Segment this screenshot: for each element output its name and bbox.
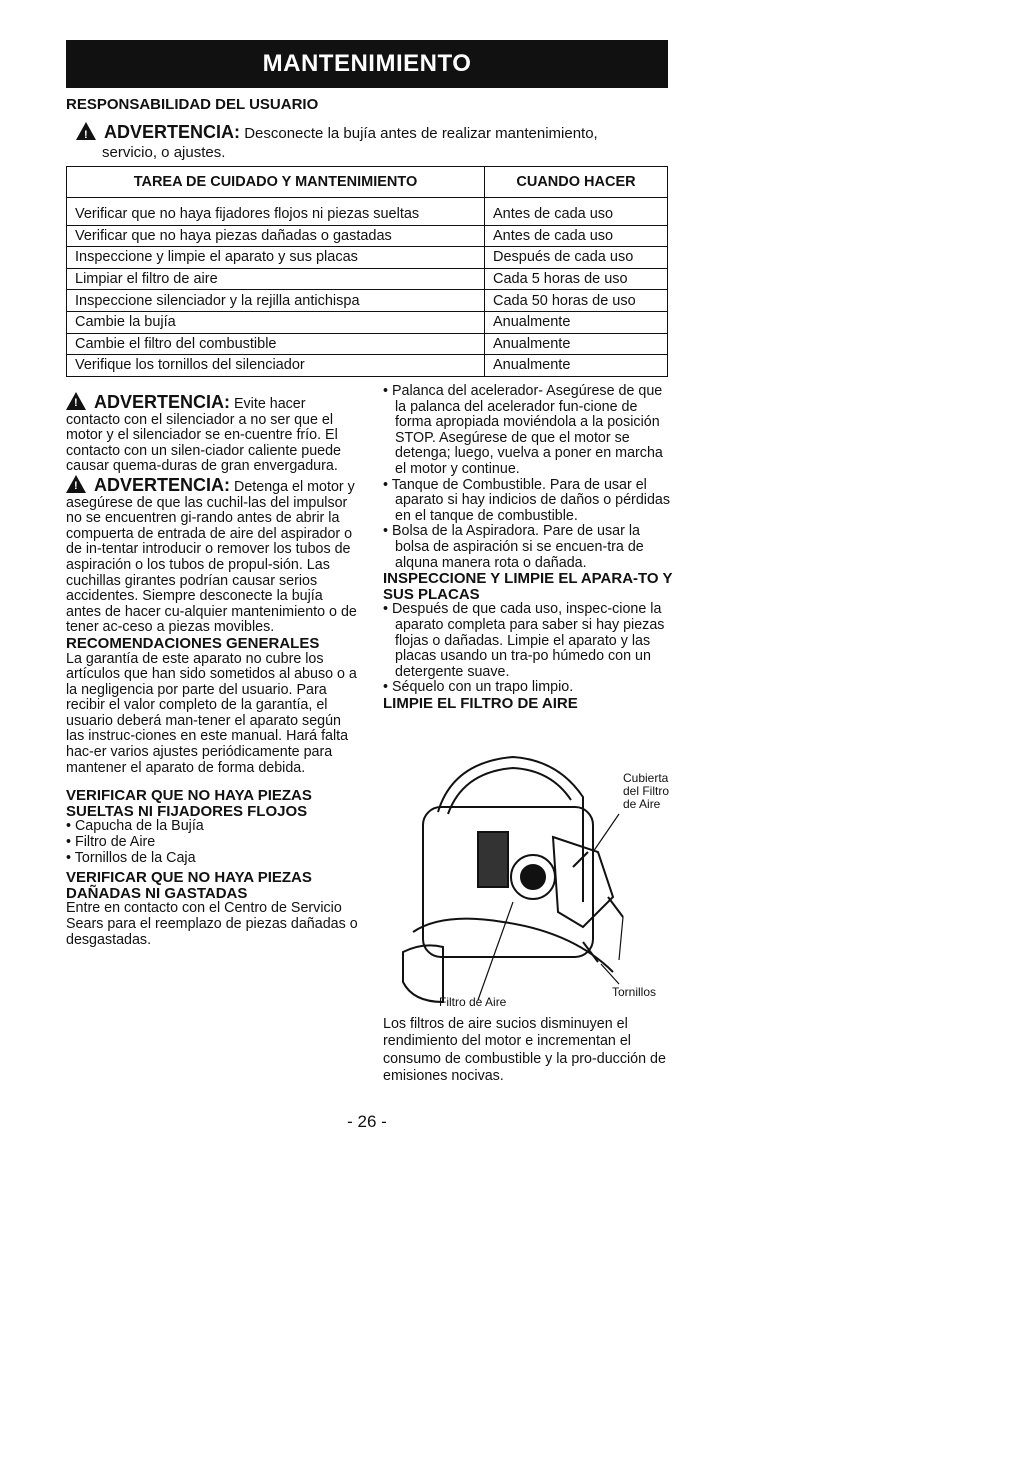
warning-disconnect xyxy=(76,122,676,162)
task-cell: Inspeccione silenciador y la rejilla antichispa xyxy=(67,290,485,312)
warning-text-1: Desconecte la bujía antes de realizar mantenimiento, xyxy=(244,125,598,142)
label-air-filter: Filtro de Aire xyxy=(439,995,507,1009)
table-header-when: CUANDO HACER xyxy=(485,167,668,198)
list-item: • Bolsa de la Aspiradora. Pare de usar la bolsa de aspiración si se encuen-tra de alquna manera rota o dañada. xyxy=(383,524,675,571)
heading-inspect-clean: INSPECCIONE Y LIMPIE EL APARA-TO Y SUS PLACAS xyxy=(383,570,673,603)
task-cell: Verificar que no haya fijadores flojos ni piezas sueltas xyxy=(67,204,485,225)
warning-body: motor y asegúrese de que las cuchil-las del impulsor no se encuentren gi-rando antes de abrir la compuerta de entrada de aire del aspirador o de in-tentar introducir o remover los tubos de aspiración o los tubos de propul-sión. Las cuchillas girantes podrían causar serios accidentes. Siempre desconecte la bujía antes de hacer cu-alquier mantenimiento o de tener ac-ceso a piezas movibles. xyxy=(66,478,357,636)
warning-hot-muffler xyxy=(66,392,360,475)
warning-icon xyxy=(66,392,86,410)
warning-body: contacto con el silenciador a no ser que el motor y el silenciador se en-cuentre frío. El contacto con un silen-ciador caliente puede causar quema-duras de gran envergadura. xyxy=(66,411,341,475)
task-cell: Verificar que no haya piezas dañadas o gastadas xyxy=(67,225,485,247)
warning-label: ADVERTENCIA: xyxy=(104,122,241,142)
air-filter-figure xyxy=(383,752,675,1014)
table-row xyxy=(67,268,668,290)
warning-impeller xyxy=(66,475,360,636)
table-header-task: TAREA DE CUIDADO Y MANTENIMIENTO xyxy=(67,167,485,198)
when-cell: Cada 50 horas de uso xyxy=(485,290,668,312)
warning-lead: Evite hacer xyxy=(234,396,306,412)
table-row xyxy=(67,333,668,355)
page-banner: MANTENIMIENTO xyxy=(66,40,668,88)
heading-clean-air-filter: LIMPIE EL FILTRO DE AIRE xyxy=(383,694,578,712)
table-row xyxy=(67,355,668,377)
list-item: • Séquelo con un trapo limpio. xyxy=(383,680,675,696)
when-cell: Anualmente xyxy=(485,355,668,377)
maintenance-table xyxy=(66,166,668,377)
warning-label: ADVERTENCIA: xyxy=(94,392,231,412)
list-item: • Capucha de la Bujía xyxy=(66,819,360,835)
list-item: • Palanca del acelerador- Asegúrese de que la palanca del acelerador fun-cione de forma apropiada moviéndola a la posición STOP. Asegúrese de que el motor se detenga; luego, vuelva a poner en marcha el motor y continue. xyxy=(383,384,675,478)
warning-icon xyxy=(76,122,96,140)
when-cell: Cada 5 horas de uso xyxy=(485,268,668,290)
when-cell: Después de cada uso xyxy=(485,247,668,269)
warning-icon xyxy=(66,475,86,493)
table-row xyxy=(67,204,668,225)
table-row xyxy=(67,247,668,269)
air-filter-text: Los filtros de aire sucios disminuyen el rendimiento del motor e incrementan el consumo de combustible y la pro-ducción de emisiones nocivas. xyxy=(383,1016,666,1084)
section-title: RESPONSABILIDAD DEL USUARIO xyxy=(66,96,319,113)
warning-label: ADVERTENCIA: xyxy=(94,474,231,495)
when-cell: Anualmente xyxy=(485,333,668,355)
list-item: • Tornillos de la Caja xyxy=(66,851,360,867)
table-row xyxy=(67,290,668,312)
table-row xyxy=(67,311,668,333)
right-column xyxy=(383,384,675,711)
task-cell: Cambie el filtro del combustible xyxy=(67,333,485,355)
heading-damaged-parts: VERIFICAR QUE NO HAYA PIEZAS DAÑADAS NI GASTADAS xyxy=(66,869,312,902)
task-cell: Inspeccione y limpie el aparato y sus placas xyxy=(67,247,485,269)
when-cell: Anualmente xyxy=(485,311,668,333)
label-filter-cover: Cubierta del Filtro de Aire xyxy=(623,771,670,811)
list-item: • Filtro de Aire xyxy=(66,835,360,851)
heading-loose-parts: VERIFICAR QUE NO HAYA PIEZAS SUELTAS NI FIJADORES FLOJOS xyxy=(66,787,312,820)
label-screws: Tornillos xyxy=(612,985,657,999)
warning-text-2: servicio, o ajustes. xyxy=(102,144,226,161)
left-column xyxy=(66,392,360,948)
general-recommendations-text: La garantía de este aparato no cubre los artículos que han sido sometidos al abuso o a la negligencia por parte del usuario. Para recibir el valor completo de la garantía, el usuario deberá man-tener el aparato según las instruc-ciones en este manual. Hará falta hac-er varios ajustes periódicamente para mantener el aparato de forma debida. xyxy=(66,650,357,776)
task-cell: Verifique los tornillos del silenciador xyxy=(67,355,485,377)
table-row xyxy=(67,225,668,247)
list-item: • Tanque de Combustible. Para de usar el aparato si hay indicios de daños o pérdidas en el tanque de combustible. xyxy=(383,478,675,525)
task-cell: Limpiar el filtro de aire xyxy=(67,268,485,290)
when-cell: Antes de cada uso xyxy=(485,204,668,225)
damaged-parts-text: Entre en contacto con el Centro de Servicio Sears para el reemplazo de piezas dañadas o desgastadas. xyxy=(66,900,358,948)
when-cell: Antes de cada uso xyxy=(485,225,668,247)
warning-lead: Detenga el xyxy=(234,478,304,495)
heading-general-recommendations: RECOMENDACIONES GENERALES xyxy=(66,634,320,652)
page-number: - 26 - xyxy=(347,1112,387,1131)
list-item: • Después de que cada uso, inspec-cione la aparato completa para saber si hay piezas flojas o dañadas. Limpie el aparato y las placas usando un tra-po húmedo con un detergente suave. xyxy=(383,602,675,680)
task-cell: Cambie la bujía xyxy=(67,311,485,333)
